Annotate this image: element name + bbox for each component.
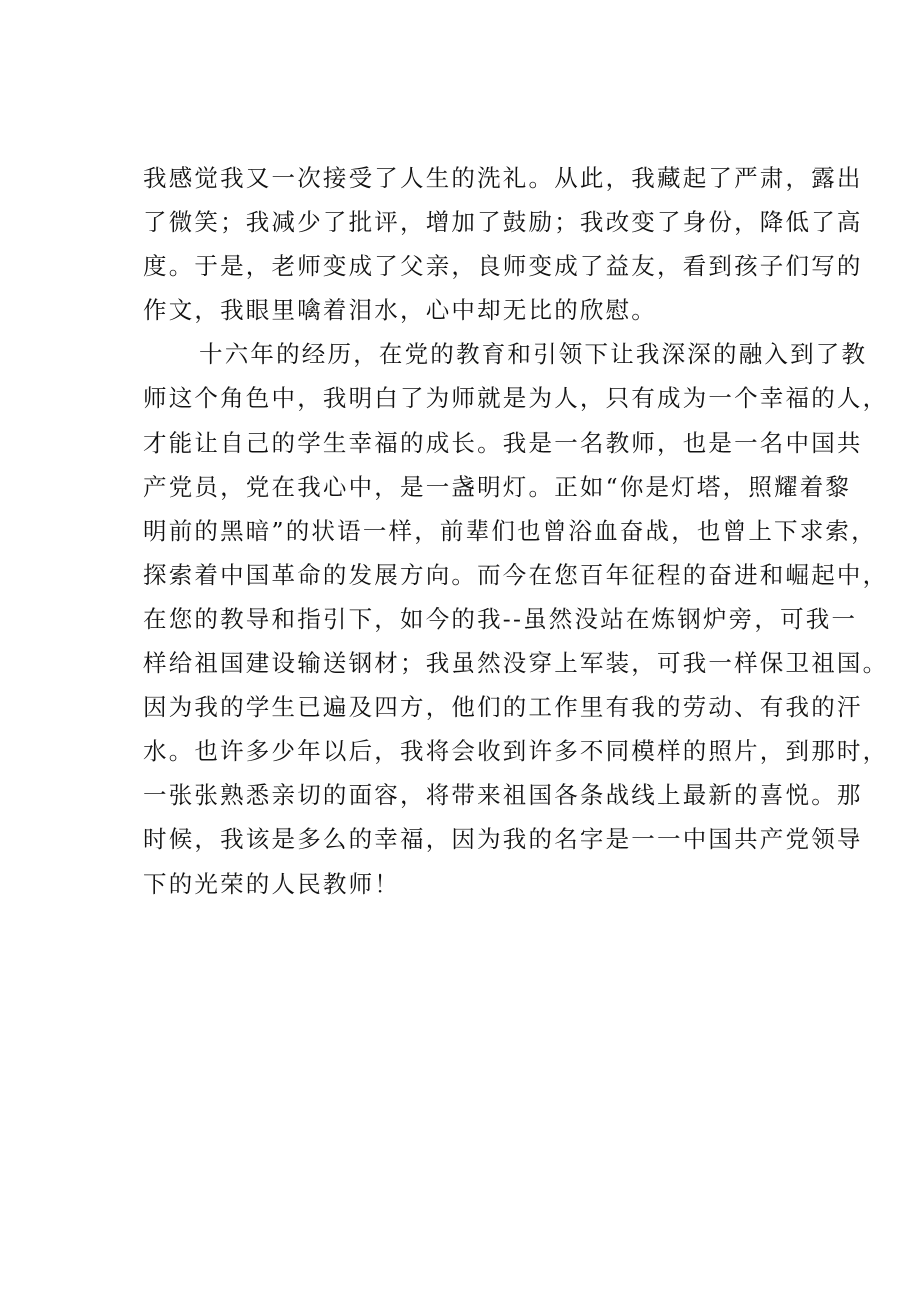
text-line: 一张张熟悉亲切的面容，将带来祖国各条战线上最新的喜悦。那 [143,781,863,810]
text-line: 作文，我眼里噙着泪水，心中却无比的欣慰。 [143,296,657,325]
text-line: 度。于是，老师变成了父亲，良师变成了益友，看到孩子们写的 [143,252,863,281]
text-line: 探索着中国革命的发展方向。而今在您百年征程的奋进和崛起中， [143,560,889,589]
text-line: 下的光荣的人民教师！ [143,869,400,898]
text-line: 了微笑；我减少了批评，增加了鼓励；我改变了身份，降低了高 [143,208,863,237]
text-line: 明前的黑暗”的状语一样，前辈们也曾浴血奋战，也曾上下求索， [143,516,877,545]
text-line: 十六年的经历，在党的教育和引领下让我深深的融入到了教 [199,340,868,369]
text-line: 师这个角色中，我明白了为师就是为人，只有成为一个幸福的人， [143,384,889,413]
text-line: 水。也许多少年以后，我将会收到许多不同模样的照片，到那时， [143,737,889,766]
text-line: 产党员，党在我心中，是一盏明灯。正如“你是灯塔，照耀着黎 [143,472,852,501]
text-line: 样给祖国建设输送钢材；我虽然没穿上军装，可我一样保卫祖国。 [143,649,889,678]
paragraph-1 [143,156,863,332]
text-line: 我感觉我又一次接受了人生的洗礼。从此，我藏起了严肃，露出 [143,164,863,192]
text-line: 因为我的学生已遍及四方，他们的工作里有我的劳动、有我的汗 [143,693,863,722]
body-text [143,156,889,906]
text-line: 才能让自己的学生幸福的成长。我是一名教师，也是一名中国共 [143,428,863,457]
text-line: 在您的教导和指引下，如今的我--虽然没站在炼钢炉旁，可我一 [143,604,858,633]
text-line: 时候，我该是多么的幸福，因为我的名字是一一中国共产党领导 [143,825,863,854]
paragraph-2 [143,332,889,905]
